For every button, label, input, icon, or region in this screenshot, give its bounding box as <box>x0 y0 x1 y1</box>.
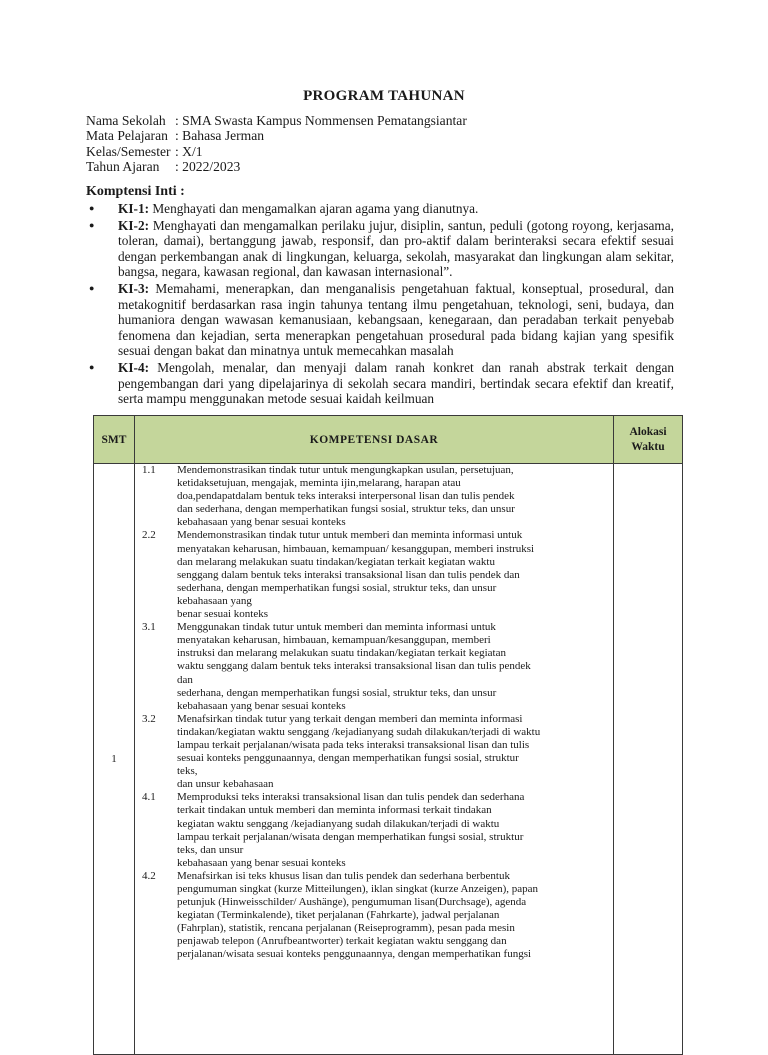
ki-item <box>86 360 674 407</box>
kd-text-line: dan <box>177 673 193 686</box>
kd-number: 2.2 <box>142 529 156 542</box>
kd-text-line: Menafsirkan isi teks khusus lisan dan tulis pendek dan sederhana berbentuk <box>177 869 510 882</box>
smt-cell: 1 <box>94 464 135 1055</box>
kd-text-line: instruksi dan melarang melakukan suatu tindakan/kegiatan terkait kegiatan <box>177 647 506 660</box>
kd-text-line: doa,pendapatdalam bentuk teks interaksi interpersonal lisan dan tulis pendek <box>177 490 515 503</box>
ki-description: Menghayati dan mengamalkan perilaku jujur, disiplin, santun, peduli (gotong royong, kerjasama, toleran, damai), bertanggung jawab, responsif, dan pro-aktif dalam berinteraksi secara efektif sesuai dengan perkembangan anak di lingkungan, keluarga, sekolah, masyarakat dan lingkungan alam sekitar, bangsa, negara, kawasan regional, dan kawasan internasional”. <box>118 217 674 280</box>
kd-entry <box>135 621 613 713</box>
ki-code: KI-2: <box>118 217 150 233</box>
header-alokasi-waktu <box>614 416 683 464</box>
bullet-icon: ● <box>89 361 95 372</box>
kd-number: 3.2 <box>142 712 156 725</box>
kd-text-line: Mendemonstrasikan tindak tutur untuk mengungkapkan usulan, persetujuan, <box>177 464 514 476</box>
kd-text-line: kebahasaan yang benar sesuai konteks <box>177 699 346 712</box>
info-value: : X/1 <box>175 143 203 159</box>
kd-text-line: benar sesuai konteks <box>177 608 269 621</box>
ki-text <box>118 201 674 217</box>
kd-text-line: lampau terkait perjalanan/wisata dengan memperhatikan fungsi sosial, struktur <box>177 830 524 843</box>
kd-text-line: kegiatan (Terminkalende), tiket perjalanan (Fahrkarte), jadwal perjalanan <box>177 909 500 922</box>
kd-text-line: kebahasaan yang benar sesuai konteks <box>177 516 346 529</box>
ki-description: Menghayati dan mengamalkan ajaran agama yang dianutnya. <box>149 201 479 216</box>
kd-entry <box>135 713 613 792</box>
table-header-row <box>94 416 683 464</box>
info-value: : 2022/2023 <box>175 159 241 175</box>
kd-text <box>177 870 613 962</box>
kd-text-line: ketidaksetujuan, mengajak, meminta ijin,melarang, harapan atau <box>177 477 461 490</box>
info-row-year <box>86 159 467 174</box>
info-label: Tahun Ajaran <box>86 159 160 175</box>
info-row-subject <box>86 128 467 143</box>
ki-text <box>118 360 674 407</box>
kd-text-line: teks, <box>177 765 198 778</box>
kd-text-line: pengumuman singkat (kurze Mitteilungen), iklan singkat (kurze Anzeigen), papan <box>177 883 539 895</box>
bullet-icon: ● <box>89 282 95 293</box>
header-alokasi-label: Alokasi <box>629 425 667 438</box>
kd-text-line: menyatakan keharusan, himbauan, kemampuan/ kesanggupan, memberi instruksi <box>177 542 535 555</box>
ki-code: KI-4: <box>118 359 150 375</box>
info-value: : Bahasa Jerman <box>175 128 265 144</box>
waktu-cell <box>614 464 683 1055</box>
kd-text-line: kegiatan waktu senggang /kejadianyang sudah dilakukan/terjadi di waktu <box>177 817 500 830</box>
ki-item <box>86 281 674 359</box>
kd-text-line: Mendemonstrasikan tindak tutur untuk memberi dan meminta informasi untuk <box>177 529 523 542</box>
kd-text-line: sederhana, dengan memperhatikan fungsi sosial, struktur teks, dan unsur <box>177 686 497 699</box>
bullet-icon: ● <box>89 219 95 230</box>
kd-number: 4.1 <box>142 791 156 804</box>
kd-text-line: dan melarang melakukan suatu tindakan/kegiatan terkait kegiatan waktu <box>177 555 495 568</box>
ki-code: KI-3: <box>118 280 150 296</box>
kd-text <box>177 791 613 870</box>
kd-text-line: dan unsur kebahasaan <box>177 778 274 791</box>
kd-text-line: terkait tindakan untuk memberi dan meminta informasi terkait tindakan <box>177 804 492 817</box>
kd-list <box>135 464 613 962</box>
ki-item <box>86 218 674 280</box>
kd-text-line: Menafsirkan tindak tutur yang terkait dengan memberi dan meminta informasi <box>177 712 523 725</box>
kd-text-line: waktu senggang dalam bentuk teks interaksi transaksional lisan dan tulis pendek <box>177 660 531 673</box>
kd-text-line: menyatakan keharusan, himbauan, kemampuan/kesanggupan, memberi <box>177 634 491 647</box>
kd-text-line: sederhana, dengan memperhatikan fungsi sosial, struktur teks, dan unsur <box>177 581 497 594</box>
info-label: Mata Pelajaran <box>86 128 168 144</box>
kd-number: 4.2 <box>142 869 156 882</box>
kd-text-line: dan sederhana, dengan memperhatikan fungsi sosial, struktur teks, dan unsur <box>177 503 515 516</box>
kd-text-line: tindakan/kegiatan waktu senggang /kejadianyang sudah dilakukan/terjadi di waktu <box>177 725 541 738</box>
kd-text-line: senggang dalam bentuk teks interaksi transaksional lisan dan tulis pendek dan <box>177 568 520 581</box>
bullet-icon: ● <box>89 203 95 213</box>
kd-number: 3.1 <box>142 621 156 634</box>
ki-code: KI-1: <box>118 201 150 216</box>
info-value: : SMA Swasta Kampus Nommensen Pematangsiantar <box>175 113 467 128</box>
header-smt: SMT <box>94 416 135 464</box>
kd-entry <box>135 870 613 962</box>
kd-text <box>177 529 613 621</box>
kd-entry <box>135 464 613 529</box>
kd-text-line: perjalanan/wisata sesuai konteks penggunaannya, dengan memperhatikan fungsi <box>177 948 532 961</box>
kd-text <box>177 464 613 529</box>
kd-entry <box>135 529 613 621</box>
kd-text-line: petunjuk (Hinweisschilder/ Aushänge), pengumuman lisan(Durchsage), agenda <box>177 896 527 909</box>
ki-text <box>118 218 674 280</box>
ki-description: Mengolah, menalar, dan menyaji dalam ranah konkret dan ranah abstrak terkait dengan pengembangan dari yang dipelajarinya di sekolah secara mandiri, bertindak secara efektif dan kreatif, serta mampu menggunakan metode sesuai kaidah keilmuan <box>118 359 674 407</box>
ki-heading: Komptensi Inti : <box>86 184 185 199</box>
kd-text-line: lampau terkait perjalanan/wisata pada teks interaksi transaksional lisan dan tulis <box>177 738 530 751</box>
document-title: PROGRAM TAHUNAN <box>303 88 465 104</box>
kd-text-line: penjawab telepon (Anrufbeantworter) terkait kegiatan waktu senggang dan <box>177 935 507 948</box>
kd-text-line: (Fahrplan), statistik, rencana perjalanan (Reiseprogramm), pesan pada mesin <box>177 922 515 935</box>
kd-entry <box>135 791 613 870</box>
kd-text-line: kebahasaan yang benar sesuai konteks <box>177 856 346 869</box>
header-waktu-label: Waktu <box>631 440 665 453</box>
ki-text <box>118 281 674 359</box>
kd-text-line: teks, dan unsur <box>177 843 244 856</box>
kd-number: 1.1 <box>142 464 156 476</box>
info-label: Kelas/Semester <box>86 143 171 159</box>
kd-text <box>177 621 613 713</box>
kd-text-line: sesuai konteks penggunaannya, dengan memperhatikan fungsi sosial, struktur <box>177 752 519 765</box>
ki-item <box>86 201 674 217</box>
info-row-school <box>86 113 467 128</box>
header-kompetensi-dasar: KOMPETENSI DASAR <box>135 416 614 464</box>
kd-cell <box>135 464 614 1055</box>
table-row <box>94 464 683 1055</box>
kd-text-line: Memproduksi teks interaksi transaksional lisan dan tulis pendek dan sederhana <box>177 791 525 804</box>
kd-text-line: kebahasaan yang <box>177 594 252 607</box>
kompetensi-dasar-table <box>93 415 683 1055</box>
ki-description: Memahami, menerapkan, dan menganalisis pengetahuan faktual, konseptual, prosedural, dan metakognitif berdasarkan rasa ingin tahunya tentang ilmu pengetahuan, teknologi, seni, budaya, dan humaniora dengan wawasan kemanusiaan, kebangsaan, kenegaraan, dan peradaban terkait penyebab fenomena dan kejadian, serta menerapkan pengetahuan prosedural pada bidang kajian yang spesifik sesuai dengan bakat dan minatnya untuk memecahkan masalah <box>118 280 674 359</box>
school-info <box>86 113 467 175</box>
kd-text <box>177 713 613 792</box>
kd-text-line: Menggunakan tindak tutur untuk memberi dan meminta informasi untuk <box>177 621 496 634</box>
ki-list <box>86 201 674 408</box>
info-row-class <box>86 144 467 159</box>
info-label: Nama Sekolah <box>86 113 166 128</box>
